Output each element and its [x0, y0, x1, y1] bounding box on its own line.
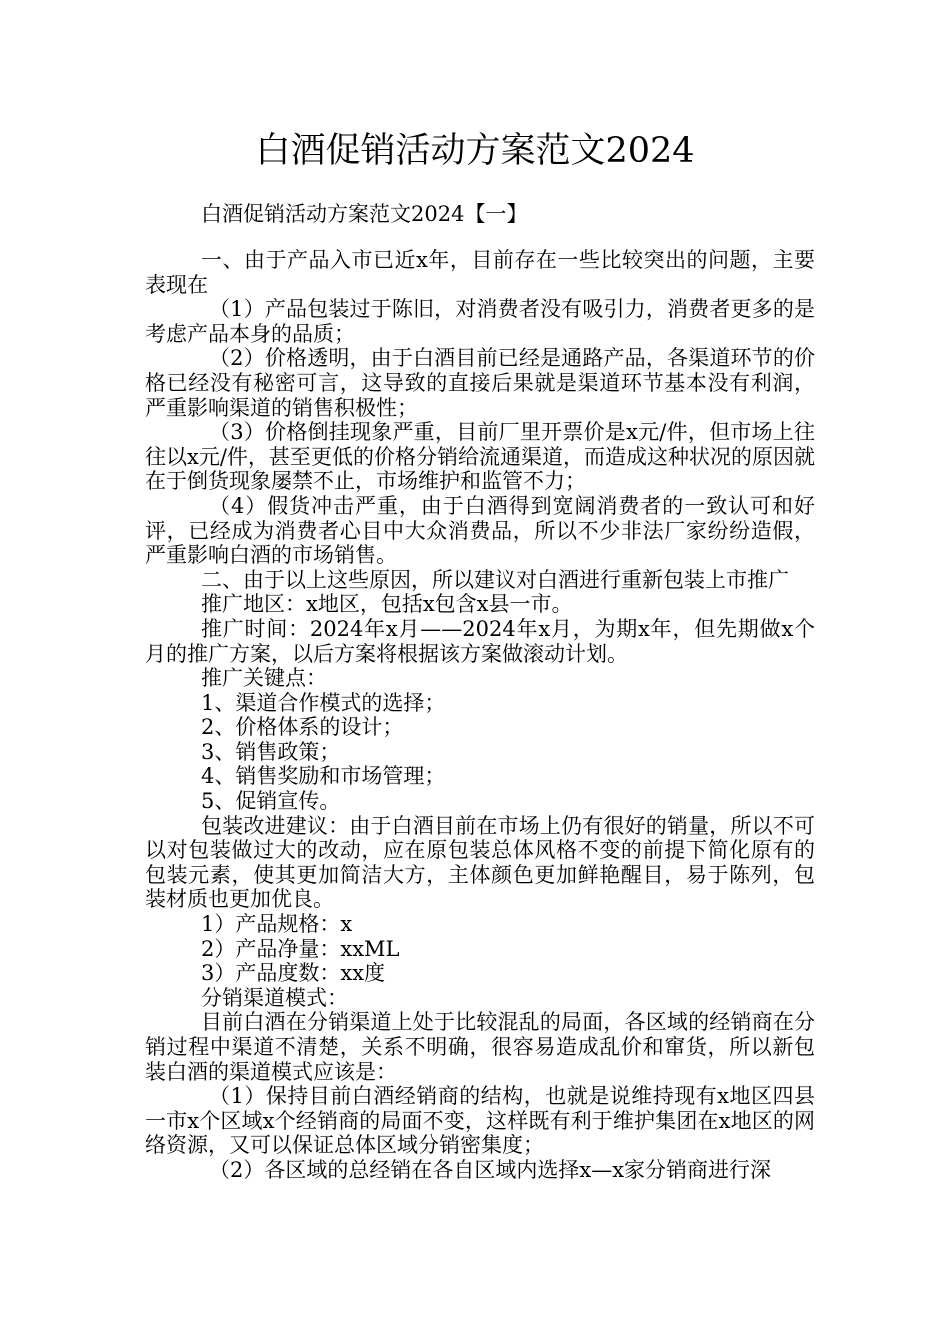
- list-item: 2、价格体系的设计；: [201, 715, 404, 740]
- paragraph-packaging: 包装改进建议：由于白酒目前在市场上仍有很好的销量，所以不可以对包装做过大的改动，应在原包装总体风格不变的前提下简化原有的包装元素，使其更加简洁大方，主体颜色更加鲜艳醒目，易于陈列，包装材质也更加优良。: [145, 813, 815, 912]
- paragraph-channel-item-1: （1）保持目前白酒经销商的结构，也就是说维持现有x地区四县一市x个区域x个经销商的局面不变，这样既有利于维护集团在x地区的网络资源，又可以保证总体区域分销密集度；: [145, 1084, 815, 1158]
- paragraph-problems-intro: 一、由于产品入市已近x年，目前存在一些比较突出的问题，主要表现在: [145, 248, 815, 297]
- list-item: 1）产品规格：x: [201, 912, 353, 937]
- paragraph-item-3: （3）价格倒挂现象严重，目前厂里开票价是x元/件，但市场上往往以x元/件，甚至更低的价格分销给流通渠道，而造成这种状况的原因就在于倒货现象屡禁不止，市场维护和监管不力；: [145, 420, 815, 494]
- paragraph-channel-heading: 分销渠道模式：: [201, 985, 348, 1010]
- paragraph-key-points: 推广关键点：: [201, 666, 327, 691]
- paragraph-region: 推广地区：x地区，包括x包含x县一市。: [201, 592, 573, 617]
- list-item: 5、促销宣传。: [201, 789, 341, 814]
- paragraph-channel-item-2: （2）各区域的总经销在各自区域内选择x—x家分销商进行深: [209, 1157, 772, 1182]
- list-item: 2）产品净量：xxML: [201, 936, 400, 961]
- section-heading: 白酒促销活动方案范文2024【一】: [201, 202, 528, 226]
- document-body: [145, 248, 815, 1183]
- list-item: 3、销售政策；: [201, 739, 341, 764]
- paragraph-item-1: （1）产品包装过于陈旧，对消费者没有吸引力，消费者更多的是考虑产品本身的品质；: [145, 297, 815, 346]
- paragraph-item-4: （4）假货冲击严重，由于白酒得到宽阔消费者的一致认可和好评，已经成为消费者心目中大众消费品，所以不少非法厂家纷纷造假，严重影响白酒的市场销售。: [145, 493, 815, 568]
- list-item: 4、销售奖励和市场管理；: [201, 764, 446, 789]
- paragraph-channel-status: 目前白酒在分销渠道上处于比较混乱的局面，各区域的经销商在分销过程中渠道不清楚，关系不明确，很容易造成乱价和窜货，所以新包装白酒的渠道模式应该是：: [145, 1010, 815, 1084]
- paragraph-item-2: （2）价格透明，由于白酒目前已经是通路产品，各渠道环节的价格已经没有秘密可言，这导致的直接后果就是渠道环节基本没有利润，严重影响渠道的销售积极性；: [145, 346, 815, 420]
- paragraph-section-two: 二、由于以上这些原因，所以建议对白酒进行重新包装上市推广: [201, 567, 789, 592]
- list-item: 3）产品度数：xx度: [201, 961, 386, 986]
- paragraph-time: 推广时间：2024年x月——2024年x月，为期x年，但先期做x个月的推广方案，以后方案将根据该方案做滚动计划。: [145, 616, 815, 666]
- document-title: 白酒促销活动方案范文2024: [255, 131, 695, 171]
- list-item: 1、渠道合作模式的选择；: [201, 690, 446, 715]
